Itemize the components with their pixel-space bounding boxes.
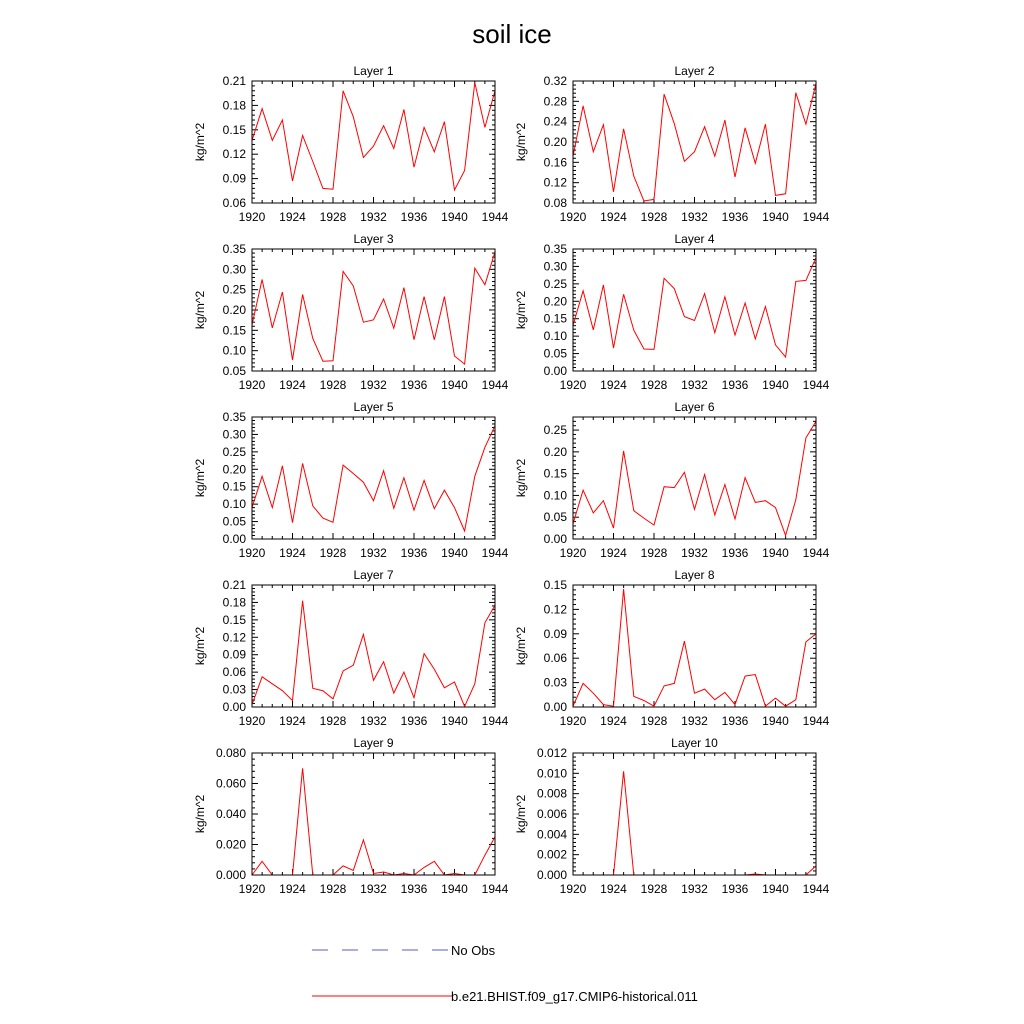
layer-2-title: Layer 2: [674, 64, 715, 78]
layer-5-xtick-label: 1924: [279, 546, 306, 560]
layer-2-ytick-label: 0.12: [543, 175, 567, 190]
layer-7-ytick-label: 0.15: [222, 612, 246, 627]
layer-3-xtick-label: 1932: [360, 378, 387, 392]
layer-7-xtick-label: 1924: [279, 714, 306, 728]
layer-2-xtick-label: 1920: [559, 210, 587, 224]
layer-9-xtick-label: 1920: [238, 882, 266, 896]
layer-6-ytick-label: 0.00: [543, 532, 567, 546]
layer-1-ytick-label: 0.09: [222, 171, 246, 186]
layer-7-xtick-label: 1932: [360, 714, 387, 728]
layer-4-ytick-label: 0.35: [543, 242, 567, 256]
layer-2-ytick-label: 0.20: [543, 135, 567, 149]
layer-8-xtick-label: 1936: [721, 714, 749, 728]
layer-10-xtick-label: 1924: [600, 882, 627, 896]
layer-2-xtick-label: 1940: [762, 210, 789, 224]
layer-3-xtick-label: 1928: [319, 378, 347, 392]
layer-2-xtick-label: 1944: [802, 210, 830, 224]
layer-1-xtick-label: 1924: [279, 210, 306, 224]
layer-10-xtick-label: 1920: [559, 882, 587, 896]
layer-8-ytick-label: 0.03: [543, 675, 567, 690]
layer-2-ytick-label: 0.08: [543, 196, 567, 210]
layer-2-xtick-label: 1932: [681, 210, 708, 224]
layer-3-xtick-label: 1924: [279, 378, 306, 392]
layer-1-ytick-label: 0.18: [222, 98, 246, 113]
layer-10-ytick-label: 0.002: [536, 847, 567, 862]
layer-6-title: Layer 6: [674, 400, 715, 414]
layer-9-ytick-label: 0.000: [215, 868, 246, 882]
layer-5-xtick-label: 1940: [441, 546, 468, 560]
layer-1-xtick-label: 1944: [481, 210, 509, 224]
layer-4-ytick-label: 0.00: [543, 364, 567, 378]
layer-1-xtick-label: 1928: [319, 210, 347, 224]
layer-9-xtick-label: 1944: [481, 882, 509, 896]
layer-6-xtick-label: 1944: [802, 546, 830, 560]
layer-3-ytick-label: 0.05: [222, 364, 246, 378]
layer-6-ylabel: kg/m^2: [514, 458, 528, 498]
layer-8-xtick-label: 1928: [640, 714, 668, 728]
layer-8-ytick-label: 0.09: [543, 626, 567, 641]
layer-10-title: Layer 10: [671, 736, 718, 750]
layer-10-ytick-label: 0.004: [536, 827, 567, 842]
layer-4-xtick-label: 1932: [681, 378, 708, 392]
layer-8-ytick-label: 0.15: [543, 578, 567, 592]
layer-6-ytick-label: 0.10: [543, 488, 567, 503]
layer-5-ytick-label: 0.00: [222, 532, 246, 546]
figure-title: soil ice: [472, 19, 552, 49]
layer-3-ytick-label: 0.25: [222, 282, 246, 297]
layer-7-ytick-label: 0.09: [222, 647, 246, 662]
layer-5-title: Layer 5: [353, 400, 394, 414]
layer-7-ytick-label: 0.21: [222, 578, 246, 592]
layer-9-ytick-label: 0.040: [215, 807, 246, 821]
layer-8-xtick-label: 1920: [559, 714, 587, 728]
layer-4-ytick-label: 0.20: [543, 294, 567, 309]
layer-8-ytick-label: 0.00: [543, 700, 567, 714]
layer-2-ytick-label: 0.28: [543, 94, 567, 109]
layer-5-ytick-label: 0.35: [222, 410, 246, 424]
layer-4-xtick-label: 1936: [721, 378, 749, 392]
layer-3-xtick-label: 1936: [400, 378, 428, 392]
layer-3-xtick-label: 1944: [481, 378, 509, 392]
layer-6-ytick-label: 0.20: [543, 444, 567, 459]
layer-9-ytick-label: 0.080: [215, 746, 246, 760]
layer-9-ytick-label: 0.060: [215, 776, 246, 791]
layer-2-xtick-label: 1928: [640, 210, 668, 224]
layer-3-xtick-label: 1920: [238, 378, 266, 392]
layer-10-xtick-label: 1936: [721, 882, 749, 896]
layer-4-xtick-label: 1940: [762, 378, 789, 392]
layer-7-ylabel: kg/m^2: [193, 626, 207, 666]
layer-4-xtick-label: 1924: [600, 378, 627, 392]
layer-3-ytick-label: 0.10: [222, 343, 246, 358]
layer-5-ytick-label: 0.10: [222, 497, 246, 512]
layer-1-ylabel: kg/m^2: [193, 122, 207, 162]
layer-7-ytick-label: 0.06: [222, 665, 246, 680]
layer-2-ytick-label: 0.24: [543, 114, 567, 129]
layer-6-xtick-label: 1940: [762, 546, 789, 560]
layer-9-xtick-label: 1940: [441, 882, 468, 896]
layer-6-ytick-label: 0.25: [543, 423, 567, 438]
layer-1-ytick-label: 0.21: [222, 74, 246, 88]
layer-4-xtick-label: 1928: [640, 378, 668, 392]
layer-7-xtick-label: 1928: [319, 714, 347, 728]
layer-6-ytick-label: 0.15: [543, 466, 567, 481]
layer-8-xtick-label: 1932: [681, 714, 708, 728]
layer-4-ytick-label: 0.30: [543, 259, 567, 274]
layer-9-xtick-label: 1932: [360, 882, 387, 896]
layer-7-ytick-label: 0.03: [222, 682, 246, 697]
layer-3-ytick-label: 0.35: [222, 242, 246, 256]
layer-5-ytick-label: 0.15: [222, 479, 246, 494]
legend-obs-label: No Obs: [451, 943, 496, 958]
layer-5-ytick-label: 0.30: [222, 427, 246, 442]
layer-7-xtick-label: 1944: [481, 714, 509, 728]
layer-10-ytick-label: 0.008: [536, 786, 567, 801]
layer-5-xtick-label: 1932: [360, 546, 387, 560]
layer-3-ytick-label: 0.20: [222, 303, 246, 317]
layer-5-xtick-label: 1920: [238, 546, 266, 560]
layer-5-ytick-label: 0.20: [222, 462, 246, 477]
layer-8-xtick-label: 1940: [762, 714, 789, 728]
layer-3-ytick-label: 0.30: [222, 262, 246, 277]
layer-10-xtick-label: 1928: [640, 882, 668, 896]
layer-5-ylabel: kg/m^2: [193, 458, 207, 498]
layer-3-ylabel: kg/m^2: [193, 290, 207, 330]
layer-8-ytick-label: 0.06: [543, 651, 567, 666]
layer-4-xtick-label: 1944: [802, 378, 830, 392]
layer-10-ylabel: kg/m^2: [514, 794, 528, 834]
layer-5-xtick-label: 1928: [319, 546, 347, 560]
layer-4-ytick-label: 0.25: [543, 276, 567, 291]
layer-4-ylabel: kg/m^2: [514, 290, 528, 330]
layer-8-title: Layer 8: [674, 568, 715, 582]
layer-2-ytick-label: 0.32: [543, 74, 567, 88]
layer-10-xtick-label: 1940: [762, 882, 789, 896]
layer-1-ytick-label: 0.12: [222, 147, 246, 162]
layer-1-xtick-label: 1920: [238, 210, 266, 224]
layer-7-xtick-label: 1940: [441, 714, 468, 728]
layer-5-ytick-label: 0.25: [222, 444, 246, 459]
layer-9-xtick-label: 1928: [319, 882, 347, 896]
layer-10-xtick-label: 1932: [681, 882, 708, 896]
layer-8-ytick-label: 0.12: [543, 602, 567, 617]
layer-4-ytick-label: 0.05: [543, 346, 567, 361]
layer-7-ytick-label: 0.18: [222, 595, 246, 610]
layer-7-xtick-label: 1936: [400, 714, 428, 728]
layer-9-ytick-label: 0.020: [215, 837, 246, 852]
layer-4-xtick-label: 1920: [559, 378, 587, 392]
layer-4-ytick-label: 0.10: [543, 329, 567, 344]
layer-6-xtick-label: 1924: [600, 546, 627, 560]
layer-2-ylabel: kg/m^2: [514, 122, 528, 162]
layer-10-ytick-label: 0.000: [536, 868, 567, 882]
layer-2-ytick-label: 0.16: [543, 155, 567, 170]
layer-6-xtick-label: 1932: [681, 546, 708, 560]
layer-1-ytick-label: 0.06: [222, 196, 246, 210]
layer-10-ytick-label: 0.010: [536, 766, 567, 781]
layer-1-xtick-label: 1936: [400, 210, 428, 224]
layer-3-title: Layer 3: [353, 232, 394, 246]
layer-7-title: Layer 7: [353, 568, 394, 582]
layer-10-xtick-label: 1944: [802, 882, 830, 896]
layer-9-title: Layer 9: [353, 736, 394, 750]
layer-8-xtick-label: 1944: [802, 714, 830, 728]
layer-8-xtick-label: 1924: [600, 714, 627, 728]
layer-8-ylabel: kg/m^2: [514, 626, 528, 666]
layer-1-xtick-label: 1932: [360, 210, 387, 224]
layer-5-xtick-label: 1944: [481, 546, 509, 560]
layer-7-xtick-label: 1920: [238, 714, 266, 728]
layer-4-ytick-label: 0.15: [543, 311, 567, 326]
layer-2-xtick-label: 1924: [600, 210, 627, 224]
layer-6-xtick-label: 1936: [721, 546, 749, 560]
layer-10-ytick-label: 0.006: [536, 807, 567, 821]
layer-2-xtick-label: 1936: [721, 210, 749, 224]
layer-7-ytick-label: 0.00: [222, 700, 246, 714]
layer-1-xtick-label: 1940: [441, 210, 468, 224]
layer-9-xtick-label: 1924: [279, 882, 306, 896]
layer-1-title: Layer 1: [353, 64, 394, 78]
layer-3-xtick-label: 1940: [441, 378, 468, 392]
layer-9-ylabel: kg/m^2: [193, 794, 207, 834]
layer-6-ytick-label: 0.05: [543, 510, 567, 525]
layer-3-ytick-label: 0.15: [222, 323, 246, 338]
layer-5-ytick-label: 0.05: [222, 514, 246, 529]
layer-6-xtick-label: 1920: [559, 546, 587, 560]
layer-7-ytick-label: 0.12: [222, 630, 246, 645]
layer-5-xtick-label: 1936: [400, 546, 428, 560]
layer-10-ytick-label: 0.012: [536, 746, 567, 760]
layer-6-xtick-label: 1928: [640, 546, 668, 560]
layer-4-title: Layer 4: [674, 232, 715, 246]
layer-9-xtick-label: 1936: [400, 882, 428, 896]
layer-1-ytick-label: 0.15: [222, 122, 246, 137]
legend-model-label: b.e21.BHIST.f09_g17.CMIP6-historical.011: [451, 989, 698, 1004]
